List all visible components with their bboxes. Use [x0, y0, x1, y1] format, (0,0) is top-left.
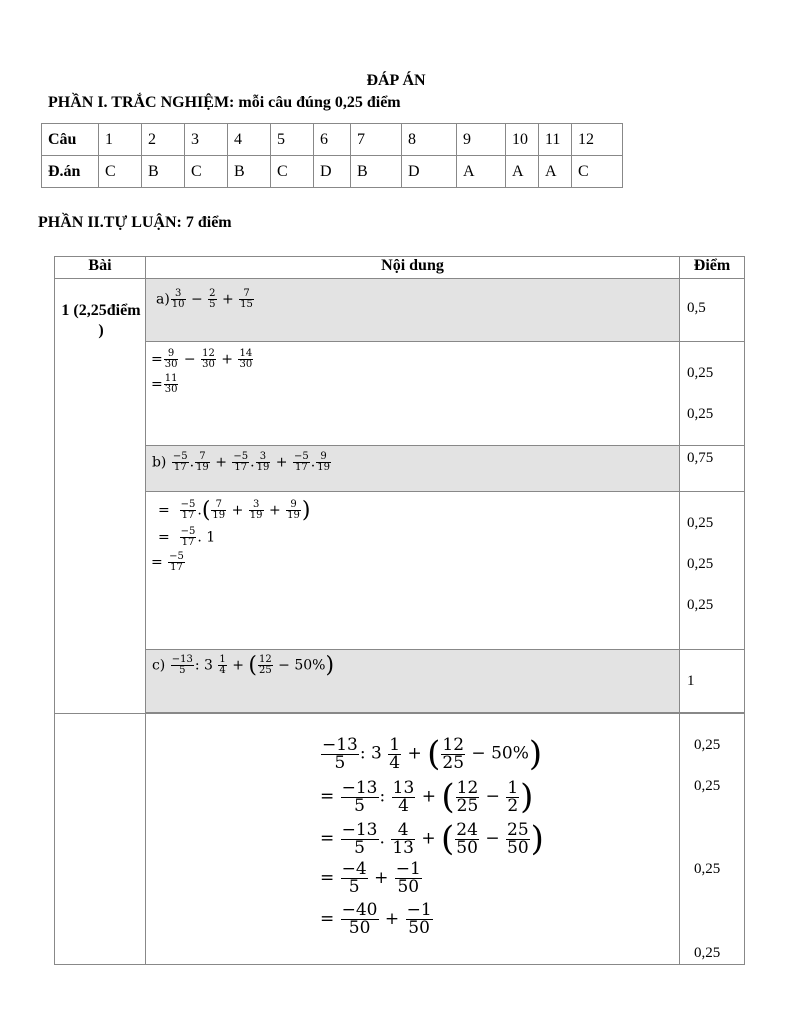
points: 1	[687, 673, 695, 689]
question-number: 1	[99, 124, 142, 156]
exercise-1-label: 1 (2,25điểm )	[61, 302, 141, 339]
question-number: 7	[351, 124, 402, 156]
question-number: 4	[228, 124, 271, 156]
points: 0,25	[694, 945, 721, 961]
points: 0,5	[687, 300, 706, 316]
question-number: 12	[572, 124, 623, 156]
solution-table	[54, 256, 745, 965]
table-row	[55, 714, 745, 965]
points: 0,25	[687, 597, 714, 613]
part-c-problem: c) $\frac{-13}{5}$ : 3 $\frac{1}{4}$ + ( $\frac{12}{25}$ − 50%)	[145, 650, 679, 713]
table-row	[55, 492, 745, 650]
part-a-solution: = $\frac{9}{30}$ − $\frac{12}{30}$ + $\frac{14}{30}$ = $\frac{11}{30}$	[145, 342, 679, 446]
part1-heading: PHẦN I. TRẮC NGHIỆM: mỗi câu đúng 0,25 điểm	[48, 94, 401, 111]
question-number: 9	[457, 124, 506, 156]
points: 0,25	[694, 737, 721, 753]
table-row	[55, 650, 745, 713]
points: 0,25	[687, 556, 714, 572]
answer-key: B	[351, 156, 402, 188]
points: 0,25	[694, 861, 721, 877]
col-header-diem: Điểm	[680, 257, 745, 279]
answer-key: D	[402, 156, 457, 188]
col-header-bai: Bài	[55, 257, 146, 279]
table-row	[55, 446, 745, 492]
question-number: 5	[271, 124, 314, 156]
question-number: 11	[539, 124, 572, 156]
table-row	[55, 279, 745, 342]
answer-key: A	[457, 156, 506, 188]
question-label: Câu	[42, 124, 99, 156]
table-row	[55, 342, 745, 446]
answer-table	[41, 123, 623, 188]
points: 0,25	[687, 515, 714, 531]
answer-key: D	[314, 156, 351, 188]
answer-row	[42, 156, 623, 188]
header-row	[55, 257, 745, 279]
part-a-problem: a) $\frac{3}{10}$ − $\frac{2}{5}$ + $\frac{7}{15}$	[145, 279, 679, 342]
page-title: ĐÁP ÁN	[366, 72, 426, 89]
question-row	[42, 124, 623, 156]
answer-key: B	[228, 156, 271, 188]
answer-label: Đ.án	[42, 156, 99, 188]
points: 0,25	[687, 406, 714, 422]
answer-key: C	[99, 156, 142, 188]
question-number: 3	[185, 124, 228, 156]
question-number: 2	[142, 124, 185, 156]
answer-key: C	[572, 156, 623, 188]
answer-key: A	[539, 156, 572, 188]
question-number: 6	[314, 124, 351, 156]
answer-key: B	[142, 156, 185, 188]
part-b-problem: b) $\frac{-5}{17}$ . $\frac{7}{19}$ + $\frac{-5}{17}$ . $\frac{3}{19}$ + $\frac{-5}{17}$ . $\frac{9}{19}$	[145, 446, 679, 492]
answer-key: C	[271, 156, 314, 188]
col-header-noidung: Nội dung	[145, 257, 679, 279]
question-number: 8	[402, 124, 457, 156]
answer-key: C	[185, 156, 228, 188]
points: 0,75	[687, 450, 714, 466]
points: 0,25	[687, 365, 714, 381]
points: 0,25	[694, 778, 721, 794]
part-b-solution: = $\frac{-5}{17}$ .( $\frac{7}{19}$ + $\frac{3}{19}$ + $\frac{9}{19}$ ) = $\frac{-5}{17}$ . 1 = $\frac{-5}{17}$	[145, 492, 679, 650]
answer-key: A	[506, 156, 539, 188]
part-c-solution: $\frac{-13}{5}$ : 3 $\frac{1}{4}$ + ( $\frac{12}{25}$ − 50%) = $\frac{-13}{5}$ : $\frac{13}{4}$ + ( $\frac{12}{25}$ − $\frac{1}{2}$ ) = $\frac{-13}{5}$ . $\frac{4}{13}$ + ( $\frac{24}{50}$ − $\frac{25}{50}$ ) = $\frac{-4}{5}$ + $\frac{-1}{50}$ = $\frac{-40}{50}$ + $\frac{-1}{50}$	[145, 714, 679, 965]
part2-heading: PHẦN II.TỰ LUẬN: 7 điểm	[38, 214, 232, 231]
question-number: 10	[506, 124, 539, 156]
